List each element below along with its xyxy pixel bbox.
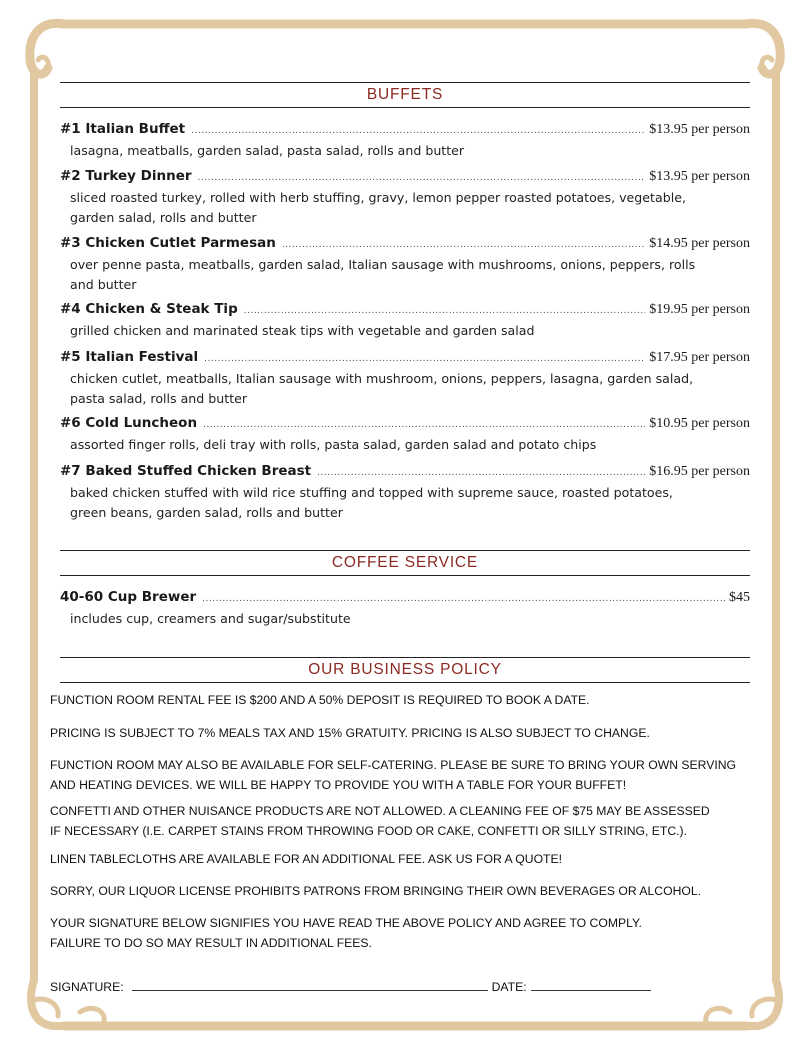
coffee-item (60, 589, 750, 629)
item-description: includes cup, creamers and sugar/substitute (70, 611, 351, 626)
item-price: $19.95 per person (649, 302, 750, 317)
buffet-item (60, 168, 750, 227)
item-name: #1 Italian Buffet (60, 121, 186, 137)
buffet-item (60, 349, 750, 408)
policy-paragraph: CONFETTI AND OTHER NUISANCE PRODUCTS ARE NOT ALLOWED. A CLEANING FEE OF $75 MAY BE ASSESSED IF NECESSARY (I.E. CARPET STAINS FROM THROWING FOOD OR CAKE, CONFETTI OR SILLY STRING, ETC.). (50, 804, 710, 838)
policy-paragraph: PRICING IS SUBJECT TO 7% MEALS TAX AND 15% GRATUITY. PRICING IS ALSO SUBJECT TO CHANGE. (50, 726, 650, 740)
item-description: assorted finger rolls, deli tray with rolls, pasta salad, garden salad and potato chips (70, 437, 597, 452)
policy-section (60, 657, 750, 683)
item-price: $10.95 per person (649, 416, 750, 431)
item-name: #3 Chicken Cutlet Parmesan (60, 235, 276, 251)
signature-label: SIGNATURE: (50, 980, 124, 994)
item-price: $13.95 per person (649, 122, 750, 137)
leader-dots (282, 240, 645, 250)
item-price: $14.95 per person (649, 236, 750, 251)
item-description: baked chicken stuffed with wild rice stuffing and topped with supreme sauce, roasted potatoes, green beans, garden salad, rolls and butter (70, 485, 673, 520)
leader-dots (244, 306, 646, 316)
item-description: grilled chicken and marinated steak tips with vegetable and garden salad (70, 323, 535, 338)
leader-dots (198, 173, 646, 183)
buffet-item (60, 235, 750, 294)
item-price: $45 (729, 590, 750, 605)
signature-field[interactable] (132, 978, 488, 991)
item-name: #6 Cold Luncheon (60, 415, 198, 431)
buffet-item (60, 121, 750, 161)
policy-paragraph: FUNCTION ROOM RENTAL FEE IS $200 AND A 50% DEPOSIT IS REQUIRED TO BOOK A DATE. (50, 693, 590, 707)
coffee-section (60, 550, 750, 576)
policy-paragraph: FUNCTION ROOM MAY ALSO BE AVAILABLE FOR SELF-CATERING. PLEASE BE SURE TO BRING YOUR OWN SERVING AND HEATING DEVICES. WE WILL BE HAPPY TO PROVIDE YOU WITH A TABLE FOR YOUR BUFFET! (50, 758, 737, 792)
item-price: $16.95 per person (649, 464, 750, 479)
item-price: $17.95 per person (649, 350, 750, 365)
date-label: DATE: (491, 980, 527, 994)
item-name: #5 Italian Festival (60, 349, 199, 365)
leader-dots (202, 594, 725, 604)
buffets-section (60, 82, 750, 108)
item-name: #2 Turkey Dinner (60, 168, 192, 184)
leader-dots (191, 126, 645, 136)
buffets-heading: BUFFETS (60, 82, 750, 108)
item-description: sliced roasted turkey, rolled with herb stuffing, gravy, lemon pepper roasted potatoes, vegetable, garden salad, rolls and butter (70, 190, 686, 225)
buffet-item (60, 463, 750, 522)
policy-paragraph: YOUR SIGNATURE BELOW SIGNIFIES YOU HAVE READ THE ABOVE POLICY AND AGREE TO COMPLY. FAILURE TO DO SO MAY RESULT IN ADDITIONAL FEES. (50, 916, 642, 950)
policy-paragraph: LINEN TABLECLOTHS ARE AVAILABLE FOR AN ADDITIONAL FEE. ASK US FOR A QUOTE! (50, 852, 563, 866)
policy-paragraph: SORRY, OUR LIQUOR LICENSE PROHIBITS PATRONS FROM BRINGING THEIR OWN BEVERAGES OR ALCOHOL. (50, 884, 702, 898)
leader-dots (204, 354, 645, 364)
item-price: $13.95 per person (649, 169, 750, 184)
item-description: chicken cutlet, meatballs, Italian sausage with mushroom, onions, peppers, lasagna, garden salad, pasta salad, rolls and butter (70, 371, 694, 406)
item-name: #7 Baked Stuffed Chicken Breast (60, 463, 312, 479)
item-description: lasagna, meatballs, garden salad, pasta salad, rolls and butter (70, 143, 465, 158)
date-field[interactable] (531, 978, 651, 991)
leader-dots (317, 468, 645, 478)
item-name: 40-60 Cup Brewer (60, 589, 197, 605)
buffet-item (60, 301, 750, 341)
leader-dots (203, 420, 645, 430)
coffee-heading: COFFEE SERVICE (60, 550, 750, 576)
item-description: over penne pasta, meatballs, garden salad, Italian sausage with mushrooms, onions, peppers, rolls and butter (70, 257, 696, 292)
policy-heading: OUR BUSINESS POLICY (60, 657, 750, 683)
item-name: #4 Chicken & Steak Tip (60, 301, 238, 317)
signature-row (50, 978, 790, 994)
buffet-item (60, 415, 750, 455)
